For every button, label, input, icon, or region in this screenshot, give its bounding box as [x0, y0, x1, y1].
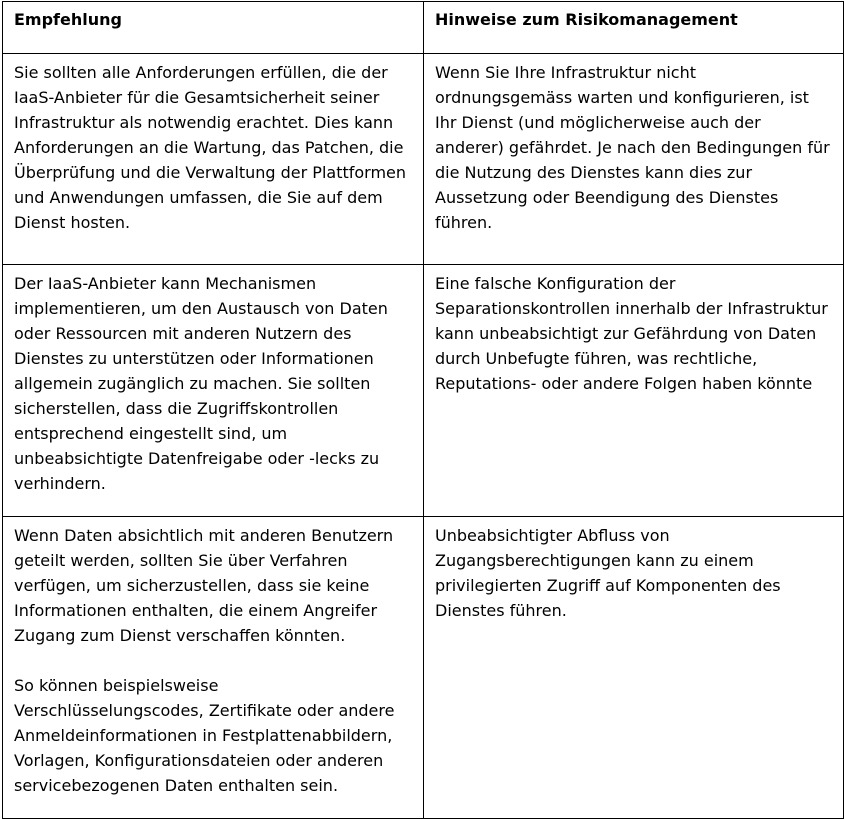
- cell-paragraph: Wenn Daten absichtlich mit anderen Benutzern geteilt werden, sollten Sie über Verfahren verfügen, um sicherzustellen, dass sie keine Informationen enthalten, die einem Angreifer Zugang zum Dienst verschaffen könnten.: [14, 526, 394, 645]
- table-row: [3, 54, 844, 265]
- cell-paragraph: So können beispielsweise Verschlüsselungscodes, Zertifikate oder andere Anmeldeinformationen in Festplattenabbildern, Vorlagen, Konfigurationsdateien oder anderen servicebezogenen Daten enthalten sein.: [14, 676, 395, 795]
- cell-hinweise: [424, 265, 844, 517]
- recommendations-table: [2, 1, 844, 819]
- cell-paragraph: Eine falsche Konfiguration der Separationskontrollen innerhalb der Infrastruktur kann unbeabsichtigt zur Gefährdung von Daten durch Unbefugte führen, was rechtliche, Reputations- oder andere Folgen haben könnte: [435, 274, 828, 393]
- cell-hinweise: [424, 517, 844, 819]
- cell-paragraph: Sie sollten alle Anforderungen erfüllen, die der IaaS-Anbieter für die Gesamtsicherheit seiner Infrastruktur als notwendig erachtet. Dies kann Anforderungen an die Wartung, das Patchen, die Überprüfung und die Verwaltung der Plattformen und Anwendungen umfassen, die Sie auf dem Dienst hosten.: [14, 63, 407, 232]
- cell-hinweise: [424, 54, 844, 265]
- cell-paragraph: Wenn Sie Ihre Infrastruktur nicht ordnungsgemäss warten und konfigurieren, ist Ihr Dienst (und möglicherweise auch der anderer) gefährdet. Je nach den Bedingungen für die Nutzung des Dienstes kann dies zur Aussetzung oder Beendigung des Dienstes führen.: [435, 63, 830, 232]
- header-hinweise: Hinweise zum Risikomanagement: [424, 2, 844, 54]
- table-row: [3, 265, 844, 517]
- cell-empfehlung: [3, 265, 424, 517]
- cell-empfehlung: [3, 517, 424, 819]
- header-empfehlung: Empfehlung: [3, 2, 424, 54]
- table-row: [3, 517, 844, 819]
- cell-paragraph: Der IaaS-Anbieter kann Mechanismen implementieren, um den Austausch von Daten oder Ressourcen mit anderen Nutzern des Dienstes zu unterstützen oder Informationen allgemein zugänglich zu machen. Sie sollten sicherstellen, dass die Zugriffskontrollen entsprechend eingestellt sind, um unbeabsichtigte Datenfreigabe oder -lecks zu verhindern.: [14, 274, 388, 493]
- cell-empfehlung: [3, 54, 424, 265]
- table-header-row: [3, 2, 844, 54]
- cell-paragraph: Unbeabsichtigter Abfluss von Zugangsberechtigungen kann zu einem privilegierten Zugriff auf Komponenten des Dienstes führen.: [435, 526, 781, 620]
